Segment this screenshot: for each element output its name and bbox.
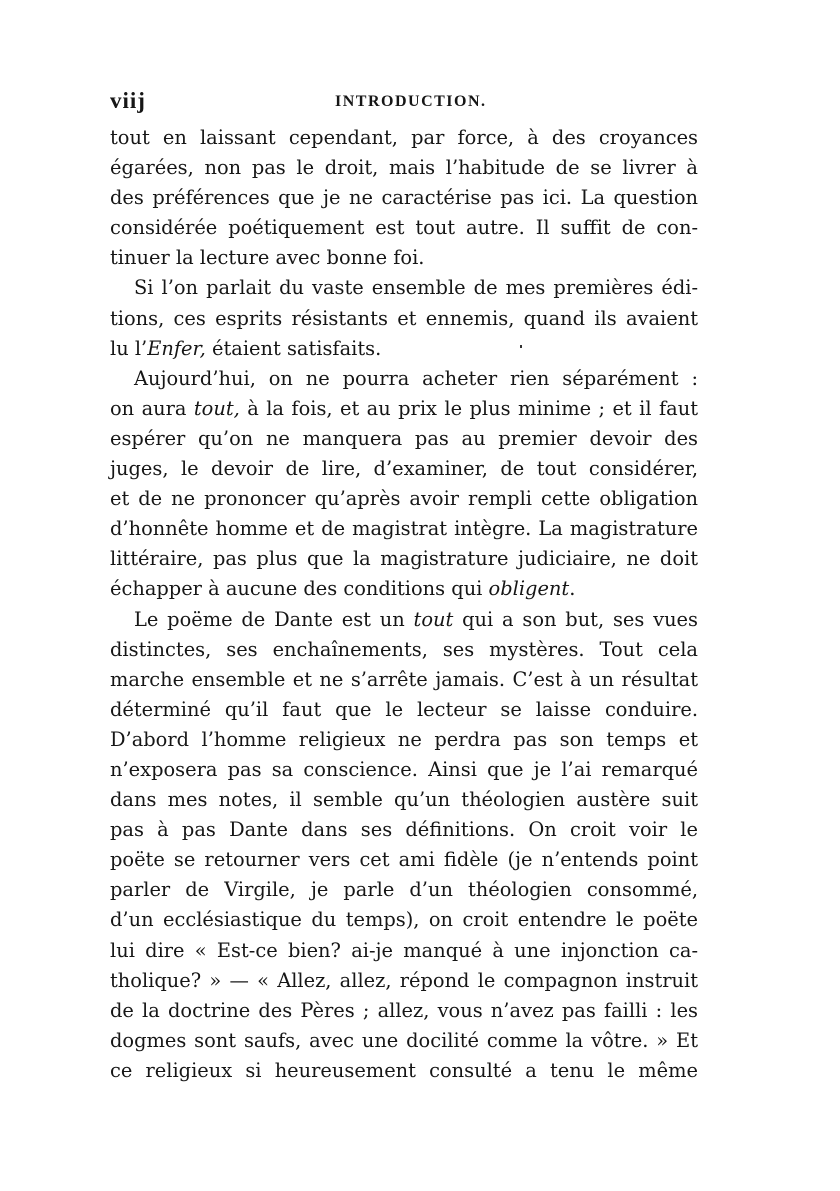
text-fragment: étaient satisfaits. (205, 336, 382, 360)
text-fragment: Le poëme de Dante est un (134, 607, 414, 631)
text-line: espérer qu’on ne manquera pas au premier devoir des (110, 426, 698, 450)
text-fragment: lu l’ (110, 336, 148, 360)
text-line: dans mes notes, il semble qu’un théologien austère suit (110, 788, 698, 812)
text-line: de la doctrine des Pères ; allez, vous n’avez pas failli : les (110, 998, 698, 1022)
running-title: INTRODUCTION. (335, 93, 487, 110)
paragraph-start-line (110, 605, 698, 635)
text-line: pas à pas Dante dans ses définitions. On croit voir le (110, 818, 698, 842)
text-line: des préférences que je ne caractérise pas ici. La question (110, 186, 698, 210)
text-line: n’exposera pas sa conscience. Ainsi que je l’ai remarqué (110, 757, 698, 781)
text-line: ce religieux si heureusement consulté a tenu le même (110, 1058, 698, 1082)
italic-emphasis: obligent (488, 577, 570, 601)
text-line: marche ensemble et ne s’arrête jamais. C’est à un résultat (110, 667, 698, 691)
text-line: tholique? » — « Allez, allez, répond le compagnon instruit (110, 968, 698, 992)
text-line: d’honnête homme et de magistrat intègre. La magistrature (110, 517, 698, 541)
text-line: lui dire « Est-ce bien? ai-je manqué à une injonction ca- (110, 938, 698, 962)
text-line: D’abord l’homme religieux ne perdra pas son temps et (110, 727, 698, 751)
paragraph-start-line: Si l’on parlait du vaste ensemble de mes premières édi- (134, 276, 698, 300)
paragraph-start-line: Aujourd’hui, on ne pourra acheter rien séparément : (134, 366, 698, 390)
text-line: distinctes, ses enchaînements, ses mystères. Tout cela (110, 637, 698, 661)
text-fragment: à la fois, et au prix le plus minime ; et il faut (239, 396, 698, 420)
text-line: poëte se retourner vers cet ami fidèle (je n’entends point (110, 848, 698, 872)
text-fragment: on aura (110, 396, 194, 420)
text-line: dogmes sont saufs, avec une docilité comme la vôtre. » Et (110, 1028, 698, 1052)
text-line: littéraire, pas plus que la magistrature judiciaire, ne doit (110, 547, 698, 571)
text-line: tinuer la lecture avec bonne foi. (110, 246, 425, 270)
text-line: tions, ces esprits résistants et ennemis, quand ils avaient (110, 306, 698, 330)
italic-emphasis: tout, (193, 396, 240, 420)
page-number: viij (110, 88, 146, 113)
text-fragment: . (569, 577, 576, 601)
running-head (110, 88, 698, 120)
italic-title: Enfer, (147, 336, 206, 360)
text-line (110, 394, 698, 424)
italic-emphasis: tout (413, 607, 454, 631)
text-line (110, 334, 698, 364)
text-line: parler de Virgile, je parle d’un théologien consommé, (110, 878, 698, 902)
text-line: déterminé qu’il faut que le lecteur se laisse conduire. (110, 697, 698, 721)
text-line: et de ne prononcer qu’après avoir rempli cette obligation (110, 487, 698, 511)
text-line: juges, le devoir de lire, d’examiner, de tout considérer, (110, 457, 698, 481)
text-line: égarées, non pas le droit, mais l’habitude de se livrer à (110, 156, 698, 180)
text-line: considérée poétiquement est tout autre. Il suffit de con- (110, 216, 698, 240)
text-fragment: échapper à aucune des conditions qui (110, 577, 489, 601)
text-line: tout en laissant cependant, par force, à des croyances (110, 126, 698, 149)
text-line (110, 574, 698, 604)
text-line: d’un ecclésiastique du temps), on croit entendre le poëte (110, 908, 698, 932)
text-fragment: qui a son but, ses vues (453, 607, 698, 631)
ink-speck (520, 345, 522, 348)
body-text (110, 123, 698, 1086)
